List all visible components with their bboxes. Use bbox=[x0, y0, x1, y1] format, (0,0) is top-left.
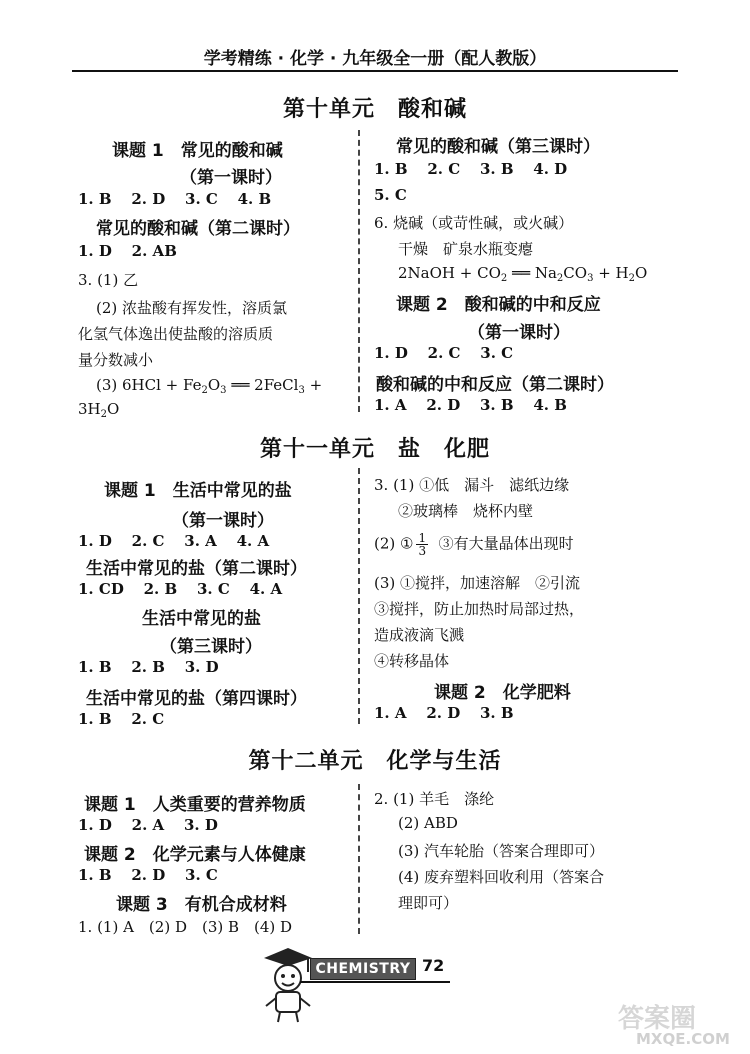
u10-lesson2: 常见的酸和碱（第二课时） bbox=[96, 219, 300, 239]
u10-answers-2 bbox=[78, 242, 177, 260]
answer: 1. B bbox=[78, 190, 112, 208]
u12-q2-3: (3) 汽车轮胎（答案合理即可） bbox=[398, 842, 605, 860]
u11-lesson3b: （第三课时） bbox=[160, 637, 262, 657]
answer: 1. D bbox=[78, 242, 112, 260]
answer: 3. C bbox=[196, 580, 230, 598]
u12-answers-1 bbox=[78, 816, 218, 834]
u10-q3-1: 3. (1) 乙 bbox=[78, 271, 139, 289]
u11-lesson4: 生活中常见的盐（第四课时） bbox=[86, 689, 307, 709]
answer: 2. C bbox=[427, 344, 461, 362]
answer: 2. A bbox=[131, 816, 165, 834]
u10-q3-3: (3) $6HCl + Fe_2O_3$ ══ 2FeCl$_3$ + bbox=[96, 376, 323, 396]
u11-q3-3a: (3) ①搅拌，加速溶解 ②引流 bbox=[374, 574, 581, 592]
answer: 4. B bbox=[237, 190, 272, 208]
u12-topic1: 课题 1 人类重要的营养物质 bbox=[84, 795, 306, 815]
unit11-title: 第十一单元 盐 化肥 bbox=[259, 437, 490, 462]
answer: 3. C bbox=[185, 866, 218, 884]
u11-q3-3d: ④转移晶体 bbox=[374, 652, 450, 670]
watermark-url: MXQE.COM bbox=[636, 1030, 730, 1048]
u12-q2-2: (2) ABD bbox=[398, 814, 458, 832]
u10-q3-2c: 量分数减小 bbox=[78, 351, 154, 369]
unit12-title: 第十二单元 化学与生活 bbox=[248, 749, 502, 774]
answer: 1. D bbox=[374, 344, 408, 362]
answer: 2. AB bbox=[131, 242, 177, 260]
u12-q2-1: 2. (1) 羊毛 涤纶 bbox=[374, 790, 495, 808]
answer: 2. B bbox=[131, 658, 165, 676]
u11-lesson2: 生活中常见的盐（第二课时） bbox=[86, 559, 307, 579]
u11-q3-1b: ②玻璃棒 烧杯内壁 bbox=[398, 502, 534, 520]
answer: 2. D bbox=[131, 866, 166, 884]
answer: 1. D bbox=[78, 816, 112, 834]
answer: 2. D bbox=[426, 396, 461, 414]
answer: 2. C bbox=[131, 710, 165, 728]
u10-q5: 5. C bbox=[374, 186, 407, 204]
u11-topic2: 课题 2 化学肥料 bbox=[434, 683, 571, 703]
answer: 4. B bbox=[533, 396, 567, 414]
header-rule bbox=[72, 70, 678, 72]
u10-q3-3-cont: $3H_2O$ bbox=[78, 400, 120, 420]
answer: 3. A bbox=[184, 532, 217, 550]
u10-t2-answers-1 bbox=[374, 344, 513, 362]
u10-lesson3: 常见的酸和碱（第三课时） bbox=[396, 137, 600, 157]
answer: 2. B bbox=[143, 580, 178, 598]
answer: 3. B bbox=[479, 160, 514, 178]
u12-q2-4a: (4) 废弃塑料回收利用（答案合 bbox=[398, 868, 605, 886]
page-number: 72 bbox=[422, 956, 445, 975]
fraction: $\frac{1}{3}$ bbox=[418, 531, 427, 558]
u12-q2-4b: 理即可） bbox=[398, 894, 459, 912]
u11-lesson3a: 生活中常见的盐 bbox=[142, 609, 261, 629]
u10-q6-a: 6. 烧碱（或苛性碱，或火碱） bbox=[374, 214, 574, 232]
u10-q3-2a: (2) 浓盐酸有挥发性，溶质氯 bbox=[96, 299, 288, 317]
u11-answers-2 bbox=[78, 580, 282, 598]
u10-topic2: 课题 2 酸和碱的中和反应 bbox=[396, 295, 601, 315]
cartoon-mascot-icon bbox=[262, 944, 314, 1024]
u11-topic1: 课题 1 生活中常见的盐 bbox=[104, 481, 292, 501]
answer: 4. A bbox=[236, 532, 270, 550]
answer: 3. B bbox=[479, 704, 514, 722]
u10-q6-b: 干燥 矿泉水瓶变瘪 bbox=[398, 240, 534, 258]
unit12-divider bbox=[358, 784, 360, 934]
u12-topic2: 课题 2 化学元素与人体健康 bbox=[84, 845, 306, 865]
u10-t2-lesson2: 酸和碱的中和反应（第二课时） bbox=[376, 375, 614, 395]
answer: 3. B bbox=[479, 396, 514, 414]
answer: 2. C bbox=[131, 532, 165, 550]
u11-answers-3 bbox=[78, 658, 219, 676]
answer: 1. D bbox=[78, 532, 112, 550]
answer: 3. D bbox=[183, 816, 218, 834]
answer: 3. D bbox=[184, 658, 219, 676]
answer: 1. B bbox=[78, 866, 112, 884]
answer: 1. B bbox=[78, 658, 112, 676]
footer-rule bbox=[300, 981, 450, 983]
u10-t2-answers-2 bbox=[374, 396, 567, 414]
u11-t2-answers bbox=[374, 704, 514, 722]
unit10-title: 第十单元 酸和碱 bbox=[282, 97, 467, 122]
answer: 2. D bbox=[131, 190, 166, 208]
book-header: 学考精练 · 化学 · 九年级全一册（配人教版） bbox=[203, 49, 547, 69]
answer: 2. C bbox=[427, 160, 461, 178]
u10-answers-3 bbox=[374, 160, 567, 178]
u10-answers-1 bbox=[78, 190, 271, 208]
answer: 4. D bbox=[533, 160, 568, 178]
answer: 3. C bbox=[480, 344, 514, 362]
u10-topic1: 课题 1 常见的酸和碱 bbox=[112, 141, 283, 161]
u11-q3-3c: 造成液滴飞溅 bbox=[374, 626, 465, 644]
u11-q3-2: (2) ① $\frac{1}{3}$ ③有大量晶体出现时 bbox=[374, 531, 574, 558]
u12-answers-3: 1. (1) A (2) D (3) B (4) D bbox=[78, 918, 293, 936]
u10-t2-lesson1: （第一课时） bbox=[468, 323, 570, 343]
u11-lesson1: （第一课时） bbox=[172, 511, 274, 531]
u10-q6-eq: 2NaOH + $CO_2$ ══ $Na_2CO_3 + H_2O$ bbox=[398, 264, 648, 284]
answer: 1. A bbox=[374, 396, 407, 414]
answer: 3. C bbox=[185, 190, 218, 208]
chemistry-logo: CHEMISTRY bbox=[310, 958, 416, 980]
u11-q3-3b: ③搅拌，防止加热时局部过热， bbox=[374, 600, 585, 618]
answer: 1. B bbox=[374, 160, 408, 178]
u11-answers-1 bbox=[78, 532, 269, 550]
u12-topic3: 课题 3 有机合成材料 bbox=[116, 895, 287, 915]
answer: 1. A bbox=[374, 704, 407, 722]
u10-lesson1: （第一课时） bbox=[180, 168, 282, 188]
answer: 2. D bbox=[426, 704, 461, 722]
u10-q3-2b: 化氢气体逸出使盐酸的溶质质 bbox=[78, 325, 274, 343]
answer: 4. A bbox=[249, 580, 283, 598]
u11-answers-4 bbox=[78, 710, 164, 728]
watermark-logo: 答案圈 bbox=[618, 1004, 697, 1034]
unit11-divider bbox=[358, 468, 360, 724]
unit10-divider bbox=[358, 130, 360, 412]
u11-q3-1: 3. (1) ①低 漏斗 滤纸边缘 bbox=[374, 476, 570, 494]
answer: 1. CD bbox=[78, 580, 124, 598]
u12-answers-2 bbox=[78, 866, 218, 884]
answer: 1. B bbox=[78, 710, 112, 728]
